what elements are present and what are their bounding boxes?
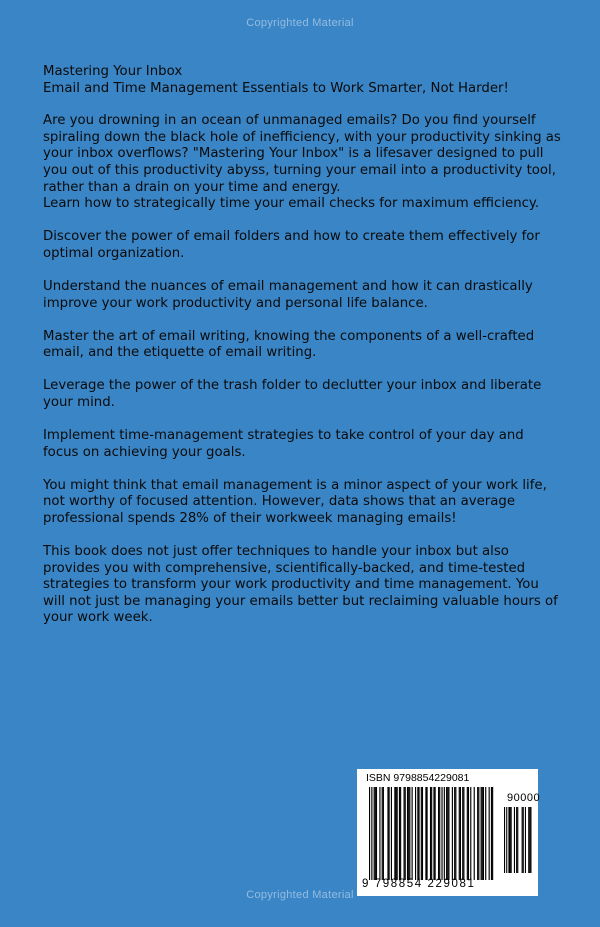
- barcode-bar: [433, 787, 434, 880]
- price-code: 90000: [507, 792, 541, 804]
- barcode-bar: [421, 787, 422, 880]
- point-writing: Master the art of email writing, knowing the components of a well-crafted email, and the etiquette of email writing.: [43, 328, 535, 361]
- barcode-bar: [405, 787, 406, 880]
- barcode-bar: [483, 787, 484, 880]
- barcode-bar: [528, 807, 529, 873]
- barcode-bar: [511, 807, 512, 873]
- closing-paragraph-2: This book does not just offer techniques to handle your inbox but also provides you with comprehensive, scientifically-backed, and time-tested strategies to transform your work productivity and time management. You will not just be managing your emails better but reclaiming valuable hours of your work week.: [43, 543, 558, 626]
- barcode-bar: [455, 787, 456, 880]
- barcode-bar: [477, 787, 478, 880]
- barcode-bar: [369, 787, 370, 880]
- barcode-bar: [409, 787, 410, 880]
- barcode-bar: [415, 787, 416, 880]
- barcode-bar: [482, 787, 483, 880]
- barcode-bar: [463, 787, 464, 880]
- point-folders: Discover the power of email folders and how to create them effectively for optimal organization.: [43, 229, 540, 261]
- barcode-bar: [376, 787, 377, 880]
- barcode-bar: [379, 787, 380, 880]
- barcode-bar: [522, 807, 523, 873]
- barcode-bar: [504, 807, 505, 873]
- barcode-bar: [397, 787, 398, 880]
- barcode-bar: [481, 787, 482, 880]
- point-trash: Leverage the power of the trash folder to declutter your inbox and liberate your mind.: [43, 378, 542, 410]
- point-time-management: Implement time-management strategies to take control of your day and focus on achieving your goals.: [43, 428, 524, 460]
- barcode-bar: [417, 787, 418, 880]
- barcode-bar: [514, 807, 515, 873]
- barcode-graphic: [357, 769, 541, 896]
- isbn-label: ISBN 9798854229081: [366, 772, 470, 784]
- barcode-bar: [371, 787, 372, 880]
- barcode-bar: [478, 787, 479, 880]
- barcode-bar: [430, 787, 431, 880]
- barcode-bar: [523, 807, 524, 873]
- barcode-bar: [491, 787, 492, 880]
- barcode-bar: [431, 787, 432, 880]
- barcode-bar: [394, 787, 395, 880]
- barcode-bar: [439, 787, 440, 880]
- barcode-bar: [530, 807, 531, 873]
- isbn-digits: 9 798854 229081: [362, 878, 476, 890]
- barcode-bar: [447, 787, 448, 880]
- barcode-bar: [459, 787, 460, 880]
- barcode-bar: [506, 807, 507, 873]
- barcode-bar: [427, 787, 428, 880]
- barcode-bar: [454, 787, 455, 880]
- barcode-bar: [399, 787, 400, 880]
- barcode-bar: [467, 787, 468, 880]
- book-subtitle: Email and Time Management Essentials to Work Smarter, Not Harder!: [43, 80, 509, 96]
- barcode-bar: [516, 807, 517, 873]
- barcode-bar: [525, 807, 526, 873]
- barcode-bar: [492, 787, 493, 880]
- barcode-bar: [374, 787, 375, 880]
- barcode-bar: [383, 787, 384, 880]
- title-block: [43, 64, 561, 97]
- barcode-bar: [510, 807, 511, 873]
- book-title: Mastering Your Inbox: [43, 64, 183, 79]
- barcode-bar: [460, 787, 461, 880]
- barcode-bar: [435, 787, 436, 880]
- barcode-bar: [425, 787, 426, 880]
- intro-paragraph: Are you drowning in an ocean of unmanaged emails? Do you find yourself spiraling down the black hole of inefficiency, with your productivity sinking as your inbox overflows? "Mastering Your Inbox" is a lifesaver designed to pull you out of this productivity abyss, turning your email into a productivity tool, rather than a drain on your time and energy.: [43, 113, 561, 195]
- watermark-bottom: Copyrighted Material: [246, 889, 354, 901]
- point-management: Understand the nuances of email management and how it can drastically improve your work productivity and personal life balance.: [43, 278, 533, 311]
- barcode-bar: [517, 807, 518, 873]
- barcode-bar: [529, 807, 530, 873]
- barcode-bar: [418, 787, 419, 880]
- barcode-bar: [407, 787, 408, 880]
- closing-paragraph-1: You might think that email management is a minor aspect of your work life, not worthy of focused attention. However, data shows that an average professional spends 28% of their workweek managing emails!: [43, 477, 547, 526]
- barcode-bar: [470, 787, 471, 880]
- barcode-bar: [485, 787, 486, 880]
- barcode-bar: [452, 787, 453, 880]
- barcode-bar: [444, 787, 445, 880]
- barcode-bar: [468, 787, 469, 880]
- barcode-bar: [389, 787, 390, 880]
- barcode-bar: [462, 787, 463, 880]
- barcode-bar: [412, 787, 413, 880]
- barcode-bar: [387, 787, 388, 880]
- barcode-bar: [446, 787, 447, 880]
- barcode-bar: [395, 787, 396, 880]
- barcode-bar: [422, 787, 423, 880]
- barcode-bar: [508, 807, 509, 873]
- intro-paragraph-2: Learn how to strategically time your email checks for maximum efficiency.: [43, 196, 540, 212]
- barcode-bar: [400, 787, 401, 880]
- barcode-bar: [441, 787, 442, 880]
- barcode-bar: [408, 787, 409, 880]
- barcode-bar: [375, 787, 376, 880]
- barcode-bar: [382, 787, 383, 880]
- watermark-top: Copyrighted Material: [246, 17, 354, 29]
- barcode-bar: [489, 787, 490, 880]
- back-cover-text: [43, 64, 561, 643]
- barcode-bar: [448, 787, 449, 880]
- barcode-bar: [438, 787, 439, 880]
- barcode-bar: [474, 787, 475, 880]
- isbn-barcode: [357, 769, 541, 896]
- barcode-bar: [404, 787, 405, 880]
- barcode-bar: [391, 787, 392, 880]
